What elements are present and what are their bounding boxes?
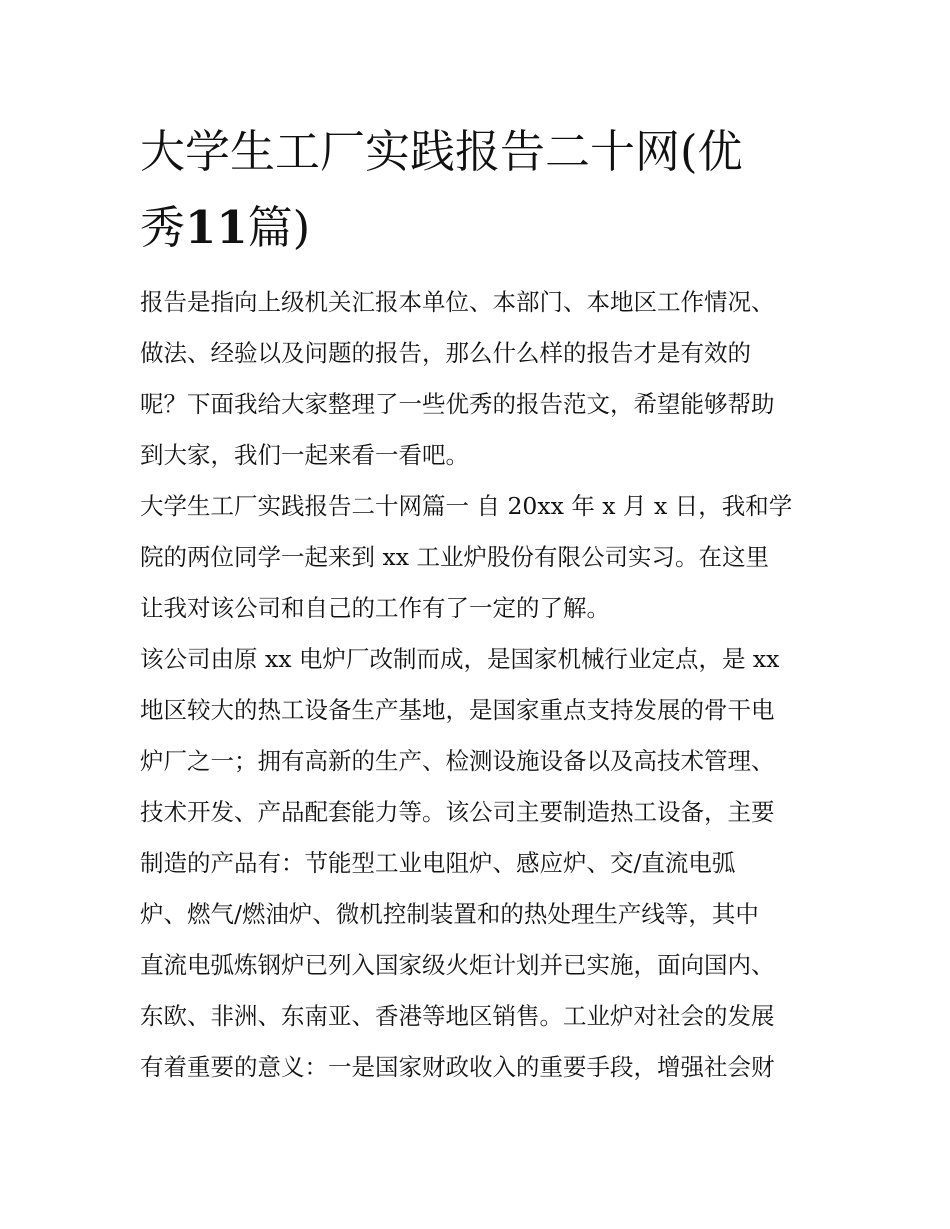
body-line: 呢？下面我给大家整理了一些优秀的报告范文，希望能够帮助 — [140, 390, 775, 418]
document-title — [140, 114, 830, 266]
body-line: 该公司由原 xx 电炉厂改制而成，是国家机械行业定点，是 xx — [140, 645, 780, 673]
body-line: 直流电弧炼钢炉已列入国家级火炬计划并已实施，面向国内、 — [140, 951, 775, 979]
body-line: 到大家，我们一起来看一看吧。 — [140, 441, 469, 469]
body-line: 让我对该公司和自己的工作有了一定的了解。 — [140, 594, 610, 622]
body-line: 有着重要的意义：一是国家财政收入的重要手段，增强社会财 — [140, 1053, 775, 1081]
body-line: 炉、燃气/燃油炉、微机控制装置和的热处理生产线等，其中 — [140, 900, 759, 928]
body-line: 报告是指向上级机关汇报本单位、本部门、本地区工作情况、 — [140, 288, 775, 316]
body-line: 大学生工厂实践报告二十网篇一 自 20xx 年 x 月 x 日，我和学 — [140, 492, 793, 520]
body-line: 院的两位同学一起来到 xx 工业炉股份有限公司实习。在这里 — [140, 543, 769, 571]
body-line: 地区较大的热工设备生产基地，是国家重点支持发展的骨干电 — [140, 696, 775, 724]
body-line: 炉厂之一；拥有高新的生产、检测设施设备以及高技术管理、 — [140, 747, 775, 775]
title-line-2-suffix: 篇) — [247, 201, 311, 254]
body-line: 技术开发、产品配套能力等。该公司主要制造热工设备，主要 — [140, 798, 775, 826]
title-line-2-prefix: 秀 — [140, 201, 186, 254]
body-line: 东欧、非洲、东南亚、香港等地区销售。工业炉对社会的发展 — [140, 1002, 775, 1030]
body-line: 做法、经验以及问题的报告，那么什么样的报告才是有效的 — [140, 339, 751, 367]
title-line-1: 大学生工厂实践报告二十网(优 — [140, 125, 743, 178]
body-line: 制造的产品有：节能型工业电阻炉、感应炉、交/直流电弧 — [140, 849, 736, 877]
document-body — [140, 277, 820, 1093]
title-line-2-number: 11 — [185, 201, 248, 254]
